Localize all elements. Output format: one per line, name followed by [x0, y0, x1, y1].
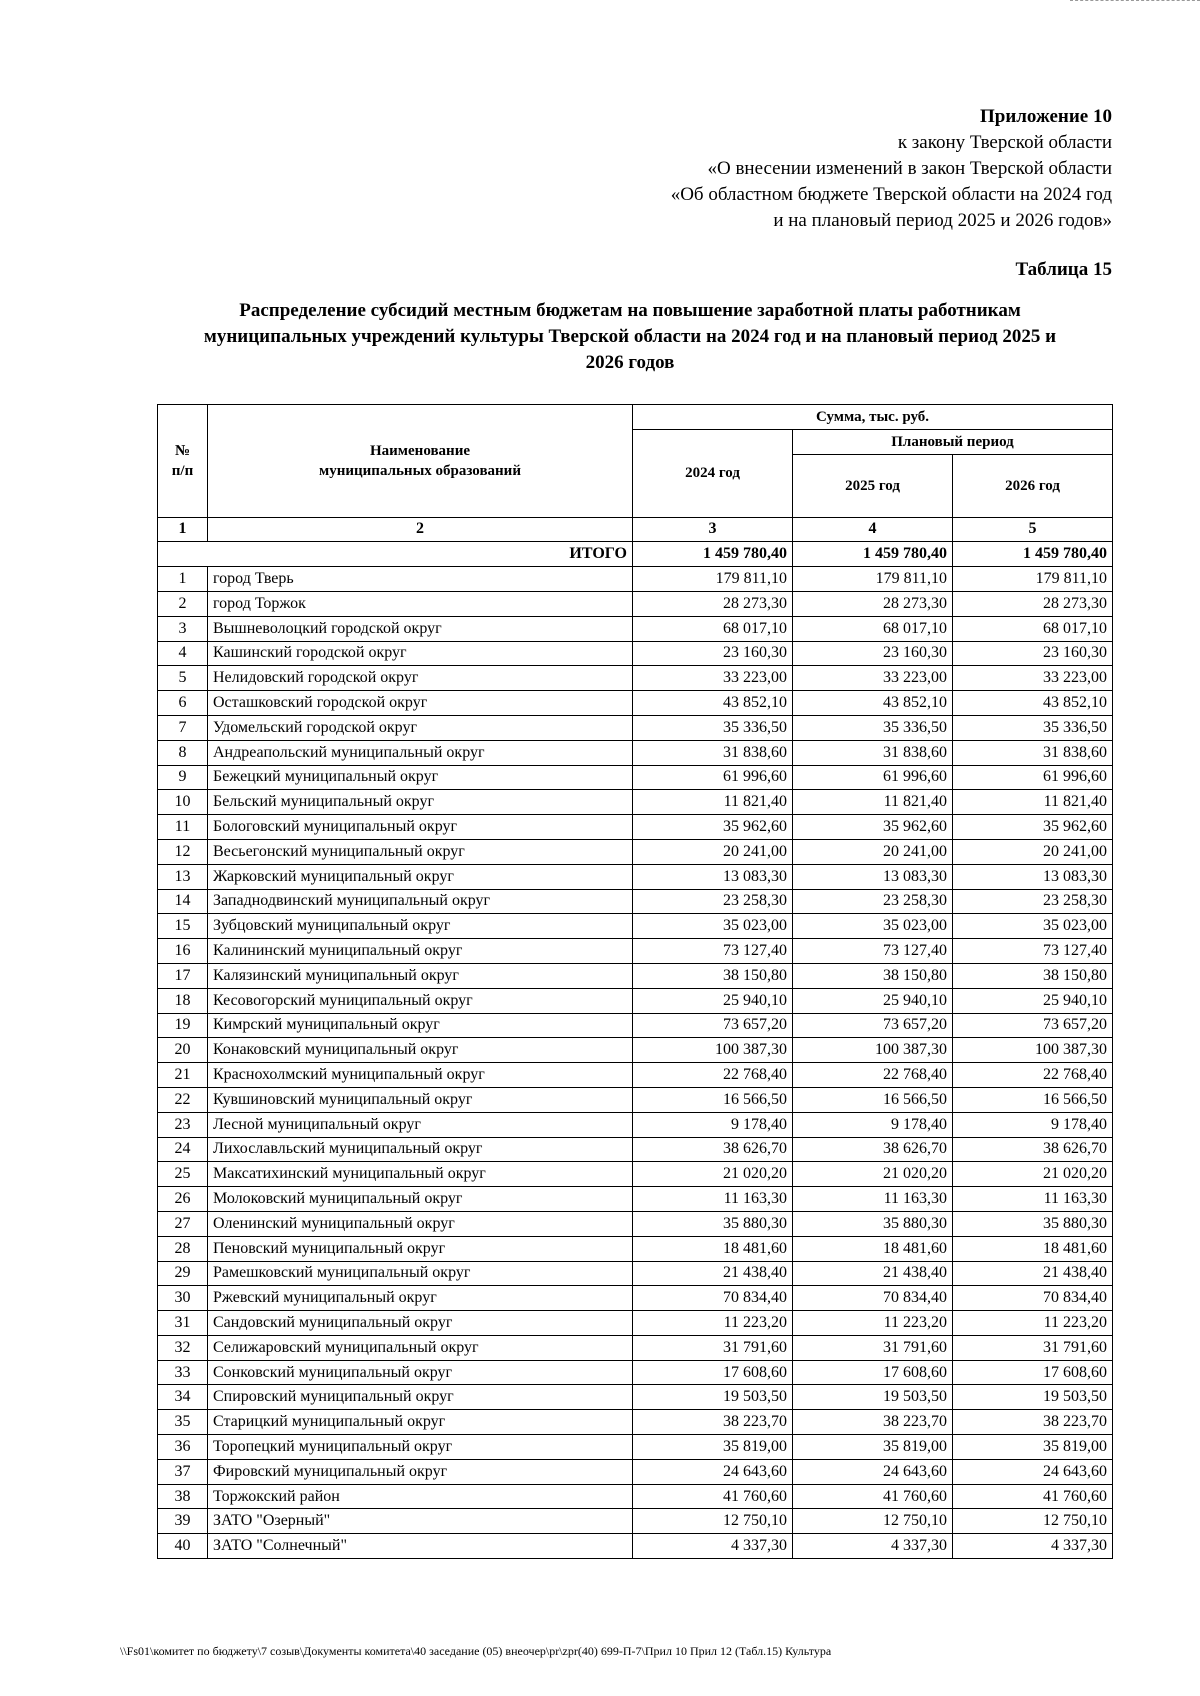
table-row	[158, 790, 1113, 815]
value-2024: 21 438,40	[633, 1261, 793, 1286]
table-row	[158, 1236, 1113, 1261]
value-2026: 19 503,50	[953, 1385, 1113, 1410]
value-2025: 31 838,60	[793, 740, 953, 765]
value-2026: 17 608,60	[953, 1360, 1113, 1385]
municipality-name: Лихославльский муниципальный округ	[208, 1137, 633, 1162]
municipality-name: Фировский муниципальный округ	[208, 1459, 633, 1484]
scan-edge-mark	[1070, 0, 1200, 1]
table-row	[158, 765, 1113, 790]
value-2025: 70 834,40	[793, 1286, 953, 1311]
value-2026: 35 819,00	[953, 1435, 1113, 1460]
value-2024: 4 337,30	[633, 1534, 793, 1559]
header-2026: 2026 год	[953, 454, 1113, 517]
column-numbers-row	[158, 517, 1113, 542]
value-2025: 61 996,60	[793, 765, 953, 790]
value-2026: 18 481,60	[953, 1236, 1113, 1261]
municipality-name: Весьегонский муниципальный округ	[208, 839, 633, 864]
municipality-name: Кувшиновский муниципальный округ	[208, 1087, 633, 1112]
table-row	[158, 1360, 1113, 1385]
row-number: 13	[158, 864, 208, 889]
document-title	[150, 298, 1110, 376]
table-row	[158, 1435, 1113, 1460]
annex-line-2: к закону Тверской области	[897, 132, 1112, 153]
value-2025: 38 223,70	[793, 1410, 953, 1435]
row-number: 5	[158, 666, 208, 691]
value-2024: 100 387,30	[633, 1038, 793, 1063]
value-2026: 31 791,60	[953, 1335, 1113, 1360]
value-2026: 9 178,40	[953, 1112, 1113, 1137]
municipality-name: город Торжок	[208, 591, 633, 616]
title-line-3: 2026 годов	[585, 352, 675, 373]
value-2025: 13 083,30	[793, 864, 953, 889]
row-number: 23	[158, 1112, 208, 1137]
value-2024: 68 017,10	[633, 616, 793, 641]
row-number: 10	[158, 790, 208, 815]
municipality-name: Торопецкий муниципальный округ	[208, 1435, 633, 1460]
value-2025: 38 626,70	[793, 1137, 953, 1162]
value-2025: 35 023,00	[793, 914, 953, 939]
value-2026: 100 387,30	[953, 1038, 1113, 1063]
value-2024: 28 273,30	[633, 591, 793, 616]
municipality-name: Оленинский муниципальный округ	[208, 1211, 633, 1236]
value-2025: 18 481,60	[793, 1236, 953, 1261]
municipality-name: Молоковский муниципальный округ	[208, 1187, 633, 1212]
row-number: 38	[158, 1484, 208, 1509]
municipality-name: Рамешковский муниципальный округ	[208, 1261, 633, 1286]
municipality-name: Краснохолмский муниципальный округ	[208, 1063, 633, 1088]
table-row	[158, 864, 1113, 889]
row-number: 14	[158, 889, 208, 914]
value-2025: 11 223,20	[793, 1311, 953, 1336]
header-plan-period: Плановый период	[793, 429, 1113, 454]
table-row	[158, 616, 1113, 641]
value-2024: 31 791,60	[633, 1335, 793, 1360]
municipality-name: Калининский муниципальный округ	[208, 939, 633, 964]
header-name: Наименование муниципальных образований	[208, 405, 633, 518]
value-2024: 35 023,00	[633, 914, 793, 939]
value-2024: 17 608,60	[633, 1360, 793, 1385]
table-row	[158, 1335, 1113, 1360]
value-2025: 22 768,40	[793, 1063, 953, 1088]
value-2026: 23 160,30	[953, 641, 1113, 666]
municipality-name: Торжокский район	[208, 1484, 633, 1509]
table-row	[158, 1484, 1113, 1509]
value-2026: 35 336,50	[953, 715, 1113, 740]
value-2024: 23 258,30	[633, 889, 793, 914]
annex-line-3: «О внесении изменений в закон Тверской области	[707, 158, 1112, 179]
value-2025: 43 852,10	[793, 691, 953, 716]
value-2026: 38 150,80	[953, 963, 1113, 988]
row-number: 20	[158, 1038, 208, 1063]
row-number: 15	[158, 914, 208, 939]
value-2025: 33 223,00	[793, 666, 953, 691]
column-number: 2	[208, 517, 633, 542]
table-row	[158, 1137, 1113, 1162]
row-number: 32	[158, 1335, 208, 1360]
table-row	[158, 1087, 1113, 1112]
value-2026: 33 223,00	[953, 666, 1113, 691]
value-2025: 73 127,40	[793, 939, 953, 964]
value-2026: 73 657,20	[953, 1013, 1113, 1038]
value-2025: 35 336,50	[793, 715, 953, 740]
value-2026: 35 962,60	[953, 815, 1113, 840]
table-row	[158, 889, 1113, 914]
value-2025: 35 880,30	[793, 1211, 953, 1236]
total-2025: 1 459 780,40	[793, 542, 953, 567]
row-number: 21	[158, 1063, 208, 1088]
value-2024: 12 750,10	[633, 1509, 793, 1534]
value-2024: 11 223,20	[633, 1311, 793, 1336]
annex-line-4: «Об областном бюджете Тверской области на 2024 год	[670, 184, 1112, 205]
value-2025: 28 273,30	[793, 591, 953, 616]
municipality-name: Ржевский муниципальный округ	[208, 1286, 633, 1311]
table-row	[158, 567, 1113, 592]
row-number: 39	[158, 1509, 208, 1534]
value-2024: 20 241,00	[633, 839, 793, 864]
row-number: 34	[158, 1385, 208, 1410]
value-2024: 21 020,20	[633, 1162, 793, 1187]
value-2024: 13 083,30	[633, 864, 793, 889]
value-2025: 38 150,80	[793, 963, 953, 988]
value-2026: 38 626,70	[953, 1137, 1113, 1162]
value-2024: 35 336,50	[633, 715, 793, 740]
table-row	[158, 715, 1113, 740]
value-2026: 13 083,30	[953, 864, 1113, 889]
value-2024: 24 643,60	[633, 1459, 793, 1484]
row-number: 36	[158, 1435, 208, 1460]
value-2026: 20 241,00	[953, 839, 1113, 864]
value-2025: 23 160,30	[793, 641, 953, 666]
row-number: 12	[158, 839, 208, 864]
municipality-name: Бельский муниципальный округ	[208, 790, 633, 815]
table-row	[158, 1509, 1113, 1534]
value-2024: 35 819,00	[633, 1435, 793, 1460]
municipality-name: Удомельский городской округ	[208, 715, 633, 740]
table-row	[158, 1261, 1113, 1286]
value-2026: 31 838,60	[953, 740, 1113, 765]
header-number: № п/п	[158, 405, 208, 518]
value-2024: 70 834,40	[633, 1286, 793, 1311]
municipality-name: Конаковский муниципальный округ	[208, 1038, 633, 1063]
value-2024: 38 626,70	[633, 1137, 793, 1162]
row-number: 26	[158, 1187, 208, 1212]
table-row	[158, 1459, 1113, 1484]
row-number: 27	[158, 1211, 208, 1236]
row-number: 9	[158, 765, 208, 790]
table-row	[158, 691, 1113, 716]
annex-line-5: и на плановый период 2025 и 2026 годов»	[773, 210, 1112, 231]
table-row	[158, 1534, 1113, 1559]
table-row	[158, 1038, 1113, 1063]
table-row	[158, 914, 1113, 939]
municipality-name: Кимрский муниципальный округ	[208, 1013, 633, 1038]
table-row	[158, 641, 1113, 666]
value-2024: 23 160,30	[633, 641, 793, 666]
municipality-name: Пеновский муниципальный округ	[208, 1236, 633, 1261]
row-number: 24	[158, 1137, 208, 1162]
value-2025: 11 163,30	[793, 1187, 953, 1212]
municipality-name: Кашинский городской округ	[208, 641, 633, 666]
row-number: 30	[158, 1286, 208, 1311]
title-line-1: Распределение субсидий местным бюджетам на повышение заработной платы работникам	[239, 300, 1021, 321]
value-2026: 38 223,70	[953, 1410, 1113, 1435]
value-2026: 68 017,10	[953, 616, 1113, 641]
value-2024: 31 838,60	[633, 740, 793, 765]
municipality-name: Спировский муниципальный округ	[208, 1385, 633, 1410]
municipality-name: Осташковский городской округ	[208, 691, 633, 716]
municipality-name: ЗАТО "Солнечный"	[208, 1534, 633, 1559]
value-2024: 18 481,60	[633, 1236, 793, 1261]
value-2026: 16 566,50	[953, 1087, 1113, 1112]
value-2026: 61 996,60	[953, 765, 1113, 790]
value-2026: 21 438,40	[953, 1261, 1113, 1286]
value-2026: 35 880,30	[953, 1211, 1113, 1236]
value-2024: 19 503,50	[633, 1385, 793, 1410]
table-row	[158, 815, 1113, 840]
value-2025: 35 819,00	[793, 1435, 953, 1460]
value-2026: 21 020,20	[953, 1162, 1113, 1187]
value-2025: 19 503,50	[793, 1385, 953, 1410]
value-2025: 21 438,40	[793, 1261, 953, 1286]
value-2026: 4 337,30	[953, 1534, 1113, 1559]
table-row	[158, 939, 1113, 964]
municipality-name: Калязинский муниципальный округ	[208, 963, 633, 988]
value-2025: 73 657,20	[793, 1013, 953, 1038]
table-row	[158, 1211, 1113, 1236]
value-2026: 43 852,10	[953, 691, 1113, 716]
value-2024: 11 821,40	[633, 790, 793, 815]
header-2025: 2025 год	[793, 454, 953, 517]
row-number: 19	[158, 1013, 208, 1038]
annex-header	[671, 104, 1112, 234]
value-2024: 22 768,40	[633, 1063, 793, 1088]
value-2025: 4 337,30	[793, 1534, 953, 1559]
row-number: 29	[158, 1261, 208, 1286]
value-2024: 35 880,30	[633, 1211, 793, 1236]
value-2026: 41 760,60	[953, 1484, 1113, 1509]
value-2024: 41 760,60	[633, 1484, 793, 1509]
municipality-name: Зубцовский муниципальный округ	[208, 914, 633, 939]
table-row	[158, 1112, 1113, 1137]
value-2024: 33 223,00	[633, 666, 793, 691]
column-number: 1	[158, 517, 208, 542]
value-2025: 35 962,60	[793, 815, 953, 840]
row-number: 3	[158, 616, 208, 641]
value-2025: 16 566,50	[793, 1087, 953, 1112]
value-2026: 70 834,40	[953, 1286, 1113, 1311]
municipality-name: Бологовский муниципальный округ	[208, 815, 633, 840]
total-row	[158, 542, 1113, 567]
table-row	[158, 1410, 1113, 1435]
value-2026: 23 258,30	[953, 889, 1113, 914]
value-2026: 12 750,10	[953, 1509, 1113, 1534]
value-2025: 9 178,40	[793, 1112, 953, 1137]
value-2026: 11 223,20	[953, 1311, 1113, 1336]
value-2025: 11 821,40	[793, 790, 953, 815]
value-2025: 41 760,60	[793, 1484, 953, 1509]
value-2024: 179 811,10	[633, 567, 793, 592]
column-number: 5	[953, 517, 1113, 542]
row-number: 17	[158, 963, 208, 988]
table-row	[158, 1286, 1113, 1311]
value-2025: 100 387,30	[793, 1038, 953, 1063]
value-2026: 179 811,10	[953, 567, 1113, 592]
row-number: 18	[158, 988, 208, 1013]
municipality-name: Кесовогорский муниципальный округ	[208, 988, 633, 1013]
municipality-name: Нелидовский городской округ	[208, 666, 633, 691]
municipality-name: Лесной муниципальный округ	[208, 1112, 633, 1137]
row-number: 1	[158, 567, 208, 592]
value-2025: 17 608,60	[793, 1360, 953, 1385]
municipality-name: ЗАТО "Озерный"	[208, 1509, 633, 1534]
column-number: 4	[793, 517, 953, 542]
municipality-name: Вышневолоцкий городской округ	[208, 616, 633, 641]
subsidy-table	[157, 404, 1113, 1559]
row-number: 11	[158, 815, 208, 840]
table-row	[158, 1385, 1113, 1410]
municipality-name: Селижаровский муниципальный округ	[208, 1335, 633, 1360]
value-2025: 23 258,30	[793, 889, 953, 914]
value-2025: 179 811,10	[793, 567, 953, 592]
value-2026: 73 127,40	[953, 939, 1113, 964]
municipality-name: Жарковский муниципальный округ	[208, 864, 633, 889]
table-row	[158, 1162, 1113, 1187]
row-number: 28	[158, 1236, 208, 1261]
table-label: Таблица 15	[1015, 259, 1112, 280]
title-line-2: муниципальных учреждений культуры Тверской области на 2024 год и на плановый период 2025 и	[203, 326, 1057, 347]
row-number: 40	[158, 1534, 208, 1559]
footer-file-path: \\Fs01\комитет по бюджету\7 созыв\Документы комитета\40 заседание (05) внеочер\pr\zpr(40) 699-П-7\Прил 10 Прил 12 (Табл.15) Культура	[120, 1644, 832, 1658]
value-2026: 24 643,60	[953, 1459, 1113, 1484]
total-2026: 1 459 780,40	[953, 542, 1113, 567]
table-row	[158, 963, 1113, 988]
municipality-name: Западнодвинский муниципальный округ	[208, 889, 633, 914]
value-2024: 61 996,60	[633, 765, 793, 790]
table-row	[158, 1187, 1113, 1212]
municipality-name: Максатихинский муниципальный округ	[208, 1162, 633, 1187]
header-2024: 2024 год	[633, 429, 793, 517]
value-2024: 25 940,10	[633, 988, 793, 1013]
value-2026: 28 273,30	[953, 591, 1113, 616]
municipality-name: город Тверь	[208, 567, 633, 592]
row-number: 7	[158, 715, 208, 740]
table-row	[158, 591, 1113, 616]
value-2026: 35 023,00	[953, 914, 1113, 939]
value-2024: 43 852,10	[633, 691, 793, 716]
value-2024: 38 150,80	[633, 963, 793, 988]
table-row	[158, 1311, 1113, 1336]
municipality-name: Сонковский муниципальный округ	[208, 1360, 633, 1385]
value-2025: 31 791,60	[793, 1335, 953, 1360]
row-number: 33	[158, 1360, 208, 1385]
value-2025: 12 750,10	[793, 1509, 953, 1534]
value-2026: 11 163,30	[953, 1187, 1113, 1212]
table-row	[158, 1013, 1113, 1038]
value-2025: 68 017,10	[793, 616, 953, 641]
row-number: 25	[158, 1162, 208, 1187]
table-row	[158, 839, 1113, 864]
row-number: 4	[158, 641, 208, 666]
row-number: 22	[158, 1087, 208, 1112]
table-row	[158, 666, 1113, 691]
municipality-name: Андреапольский муниципальный округ	[208, 740, 633, 765]
row-number: 16	[158, 939, 208, 964]
value-2024: 9 178,40	[633, 1112, 793, 1137]
value-2025: 20 241,00	[793, 839, 953, 864]
row-number: 8	[158, 740, 208, 765]
municipality-name: Бежецкий муниципальный округ	[208, 765, 633, 790]
annex-number: Приложение 10	[979, 106, 1112, 127]
value-2026: 25 940,10	[953, 988, 1113, 1013]
value-2025: 24 643,60	[793, 1459, 953, 1484]
value-2025: 21 020,20	[793, 1162, 953, 1187]
table-row	[158, 740, 1113, 765]
value-2024: 73 127,40	[633, 939, 793, 964]
table-row	[158, 1063, 1113, 1088]
municipality-name: Сандовский муниципальный округ	[208, 1311, 633, 1336]
value-2024: 38 223,70	[633, 1410, 793, 1435]
row-number: 31	[158, 1311, 208, 1336]
value-2025: 25 940,10	[793, 988, 953, 1013]
row-number: 2	[158, 591, 208, 616]
value-2026: 22 768,40	[953, 1063, 1113, 1088]
municipality-name: Старицкий муниципальный округ	[208, 1410, 633, 1435]
header-sum: Сумма, тыс. руб.	[633, 405, 1113, 430]
total-2024: 1 459 780,40	[633, 542, 793, 567]
value-2024: 35 962,60	[633, 815, 793, 840]
row-number: 37	[158, 1459, 208, 1484]
value-2024: 16 566,50	[633, 1087, 793, 1112]
total-label: ИТОГО	[158, 542, 633, 567]
value-2024: 11 163,30	[633, 1187, 793, 1212]
value-2026: 11 821,40	[953, 790, 1113, 815]
row-number: 35	[158, 1410, 208, 1435]
table-row	[158, 988, 1113, 1013]
value-2024: 73 657,20	[633, 1013, 793, 1038]
row-number: 6	[158, 691, 208, 716]
column-number: 3	[633, 517, 793, 542]
